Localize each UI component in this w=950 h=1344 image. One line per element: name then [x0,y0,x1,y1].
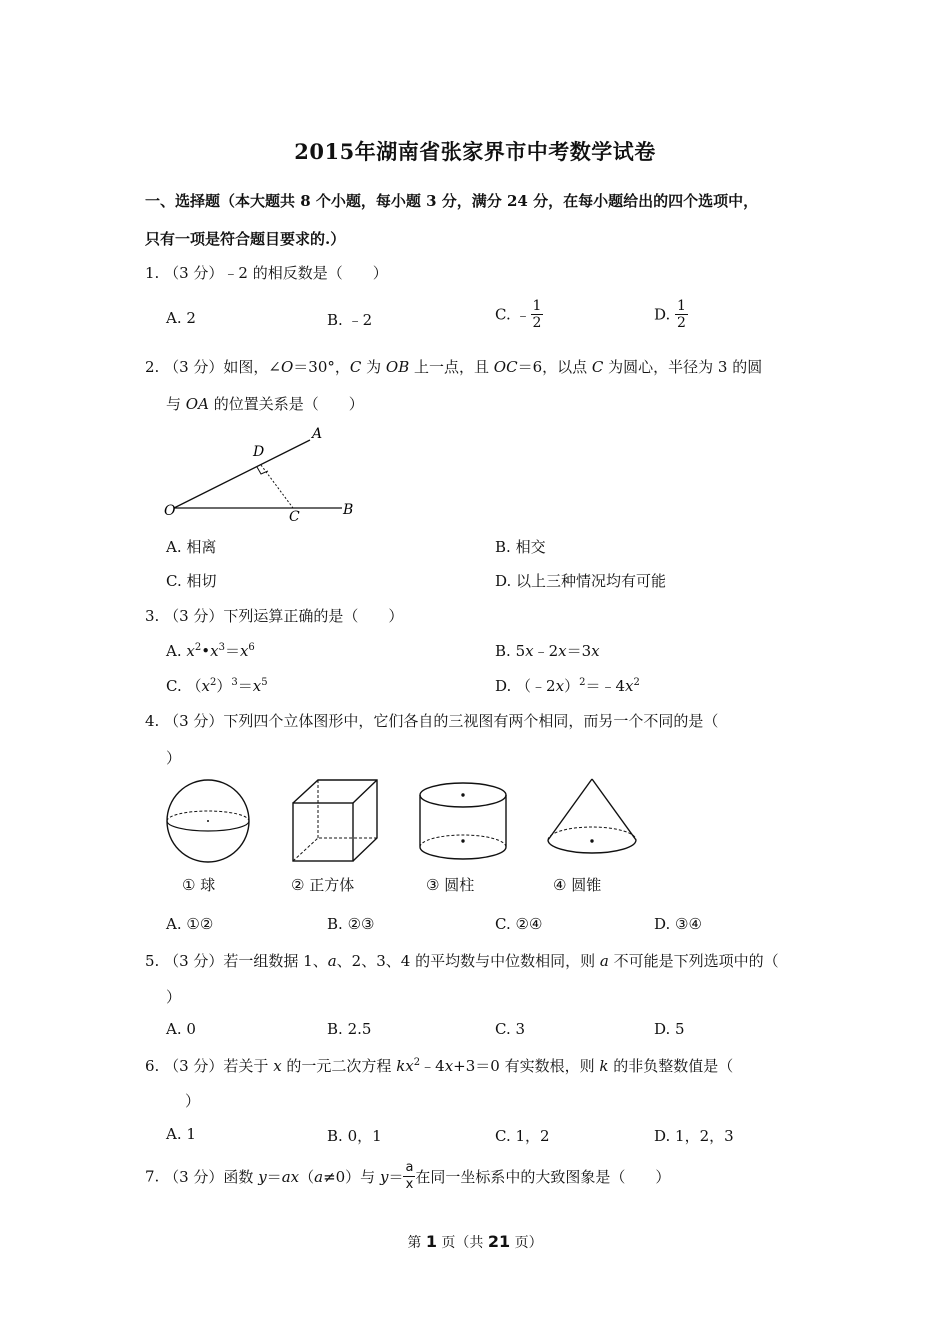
var: x [201,677,210,695]
denominator: 2 [532,315,542,331]
text: 与 [166,395,186,413]
rhs: ＝3 [566,642,592,660]
option-text: ③④ [675,915,702,933]
question-3 [145,605,403,626]
var: x [625,677,634,695]
option-label: C. [166,572,182,590]
text: 为 [361,358,386,376]
page-title: 2015年湖南省张家界市中考数学试卷 [294,139,656,164]
exponent: 2 [413,1057,421,1068]
question-score: （3 分） [164,607,224,625]
option-text: ①② [186,915,214,933]
option-math [186,642,254,660]
question-number: 6. [145,1057,160,1075]
q4-option-b[interactable] [327,915,374,933]
figure-caption-cone: ④ 圆锥 [553,876,602,894]
figure-caption-cube: ② 正方体 [291,876,355,894]
q1-option-b[interactable] [327,309,372,330]
option-text: 相切 [186,572,217,590]
q6-option-b[interactable] [327,1125,382,1146]
question-number: 1. [145,264,160,282]
text: ＝6，以点 [517,358,592,376]
question-text: ﹣2 的相反数是（ ） [223,264,388,282]
exponent: 5 [261,677,268,688]
option-label: C. [495,1127,511,1145]
option-label: D. [654,305,671,324]
option-text: ②③ [347,915,375,933]
question-2-line1 [145,356,762,377]
option-text: 2.5 [347,1020,372,1038]
coef: ﹣2 [533,642,559,660]
text: 、2、3、4 的平均数与中位数相同，则 [336,952,600,970]
question-score: （3 分） [164,952,224,970]
option-text: 相交 [515,538,546,556]
exponent: 2 [633,677,640,688]
text: ≠0）与 [323,1168,380,1186]
var: y [379,1168,389,1186]
exponent: 2 [194,642,202,653]
question-number: 2. [145,358,160,376]
var: x [273,1057,282,1075]
label-c: C [289,509,300,525]
option-label: C. [166,677,182,695]
q3-option-b[interactable] [495,640,600,661]
question-7 [145,1160,670,1193]
text: （ [299,1168,315,1186]
question-1 [145,262,388,283]
q6-option-d[interactable] [654,1125,734,1146]
option-text: 以上三种情况均有可能 [516,572,667,590]
option-label: C. [495,305,511,324]
var: x [525,642,534,660]
denominator: 2 [677,315,686,331]
var: x [186,642,195,660]
q7-text [223,1168,403,1186]
option-text: 1 [186,1125,196,1143]
option-label: D. [654,1127,671,1145]
question-number: 7. [145,1167,160,1186]
text: 为圆心，半径为 3 的圆 [603,358,763,376]
option-text: 1，2 [515,1127,550,1145]
var: x [558,642,567,660]
label-d: D [253,444,265,460]
var: OC [493,358,518,376]
page-footer [0,1232,950,1252]
var: OA [185,395,209,413]
cylinder-shape [420,783,506,859]
text: 的位置关系是（ ） [208,395,364,413]
q5-option-d[interactable] [654,1020,685,1038]
option-text: 1，2，3 [675,1127,734,1145]
var: a [314,1168,324,1186]
question-score: （3 分） [164,1057,224,1075]
question-4-line2: ） [166,749,182,767]
option-label: D. [654,915,671,933]
var: k [599,1057,609,1075]
option-label: B. [327,915,343,933]
text: 不可能是下列选项中的（ [608,952,779,970]
var: y [258,1168,267,1186]
solids-figure [160,775,660,870]
question-number: 3. [145,607,160,625]
option-math [187,677,268,695]
equals: ＝ [224,642,240,660]
option-text: 2 [186,309,196,327]
exponent: 2 [209,677,217,688]
section-heading-line2: 只有一项是符合题目要求的.） [145,230,346,248]
fraction [675,298,688,331]
q2-option-d[interactable] [495,570,666,591]
equals: ＝ [266,1168,282,1186]
label-a: A [312,426,323,442]
footer-text: 第 [407,1235,426,1251]
text: ﹣4 [420,1057,445,1075]
option-label: A. [166,642,182,660]
equals: ＝ [388,1168,404,1186]
q5-option-b[interactable] [327,1020,371,1038]
q6-option-c[interactable] [495,1125,550,1146]
option-math [516,642,600,660]
var: x [252,677,262,695]
option-text: 0，1 [347,1127,382,1145]
question-5-line2: ） [166,988,182,1006]
q3-option-a[interactable] [166,640,255,661]
ray-oa [174,440,310,508]
q4-option-d[interactable] [654,915,702,933]
q2-option-a[interactable] [166,536,216,557]
text: 如图，∠ [223,358,281,376]
exponent: 6 [248,642,255,653]
text: 若一组数据 1、 [223,952,328,970]
equals: ＝ [237,677,253,695]
var: ax [281,1168,300,1186]
angle-figure [160,418,370,528]
var: O [280,358,294,376]
label-o: O [164,503,176,519]
numerator: 1 [532,298,542,314]
text: 函数 [223,1168,259,1186]
footer-text: 页） [510,1235,543,1251]
minus-sign: ﹣ [515,306,531,324]
option-text: 0 [186,1020,196,1038]
var: kx [396,1057,414,1075]
question-6-line1 [145,1055,733,1076]
q2-option-b[interactable] [495,536,546,557]
text: ＝30°， [293,358,350,376]
numerator: a [405,1160,414,1175]
var: C [349,358,362,376]
q4-option-a[interactable] [166,915,213,933]
q6-option-a[interactable] [166,1125,196,1143]
question-number: 4. [145,712,160,730]
paren: ） [564,677,580,695]
option-label: C. [495,915,511,933]
var: a [599,952,609,970]
text: +3＝0 有实数根，则 [453,1057,600,1075]
option-text: 5 [675,1020,685,1038]
option-text: ②④ [515,915,543,933]
rhs: ＝﹣4 [585,677,625,695]
label-b: B [343,502,354,518]
option-label: B. [495,642,511,660]
q3-option-d[interactable] [495,675,640,696]
var: x [239,642,249,660]
fraction [531,298,544,331]
option-label: A. [166,1125,182,1143]
option-label: C. [495,1020,511,1038]
text: 上一点，且 [409,358,494,376]
var: x [444,1057,454,1075]
q1-option-c[interactable] [495,298,543,331]
option-label: A. [166,309,182,327]
section-heading-line1: 一、选择题（本大题共 8 个小题，每小题 3 分，满分 24 分，在每小题给出的四个选项中， [145,192,759,210]
option-text: ﹣2 [347,311,373,329]
question-2-line2 [166,393,364,414]
cone-shape [548,779,636,853]
option-label: B. [327,1020,343,1038]
option-label: D. [654,1020,671,1038]
text: 的非负整数值是（ [608,1057,734,1075]
coef: 5 [515,642,526,660]
option-label: A. [166,1020,182,1038]
question-number: 5. [145,952,160,970]
exponent: 3 [231,677,238,688]
option-label: B. [495,538,511,556]
var: x [210,642,219,660]
page-number: 1 [425,1232,437,1251]
exponent: 2 [579,677,586,688]
sphere-shape [167,780,249,862]
var: OB [385,358,410,376]
q3-option-c[interactable] [166,675,268,696]
text: 若关于 [223,1057,274,1075]
exponent: 3 [218,642,225,653]
question-score: （3 分） [164,712,224,730]
text: 在同一坐标系中的大致图象是（ ） [415,1168,671,1186]
q5-option-c[interactable] [495,1020,525,1038]
page-total: 21 [487,1232,511,1251]
figure-caption-cylinder: ③ 圆柱 [426,876,475,894]
numerator: 1 [677,298,686,314]
question-4-line1 [145,710,718,731]
option-label: B. [327,311,343,329]
question-5-line1 [145,950,779,971]
option-text: 相离 [186,538,217,556]
option-label: A. [166,538,182,556]
footer-text: 页（共 [436,1235,488,1251]
expr: （﹣2 [516,677,556,695]
option-label: D. [495,572,512,590]
q4-option-c[interactable] [495,915,542,933]
option-math [516,677,640,695]
question-text: 下列运算正确的是（ ） [223,607,404,625]
option-label: D. [495,677,512,695]
question-score: （3 分） [164,264,224,282]
dot: • [201,642,211,660]
paren: ） [216,677,232,695]
q5-option-a[interactable] [166,1020,196,1038]
paren: （ [186,677,202,695]
option-label: B. [327,1127,343,1145]
q2-option-c[interactable] [166,570,217,591]
cube-shape [293,780,377,861]
var: C [591,358,604,376]
option-text: 3 [515,1020,526,1038]
option-label: A. [166,915,182,933]
question-score: （3 分） [164,1168,224,1186]
var: x [591,642,600,660]
question-text: 下列四个立体图形中，它们各自的三视图有两个相同，而另一个不同的是（ [223,712,719,730]
question-6-line2: ） [185,1092,201,1110]
q1-option-a[interactable] [166,309,196,327]
var: a [327,952,337,970]
var: x [555,677,565,695]
fraction [403,1160,415,1193]
question-score: （3 分） [164,358,224,376]
q1-option-d[interactable] [654,298,688,331]
denominator: x [405,1177,414,1192]
figure-caption-sphere: ① 球 [182,876,216,894]
text: 的一元二次方程 [281,1057,397,1075]
